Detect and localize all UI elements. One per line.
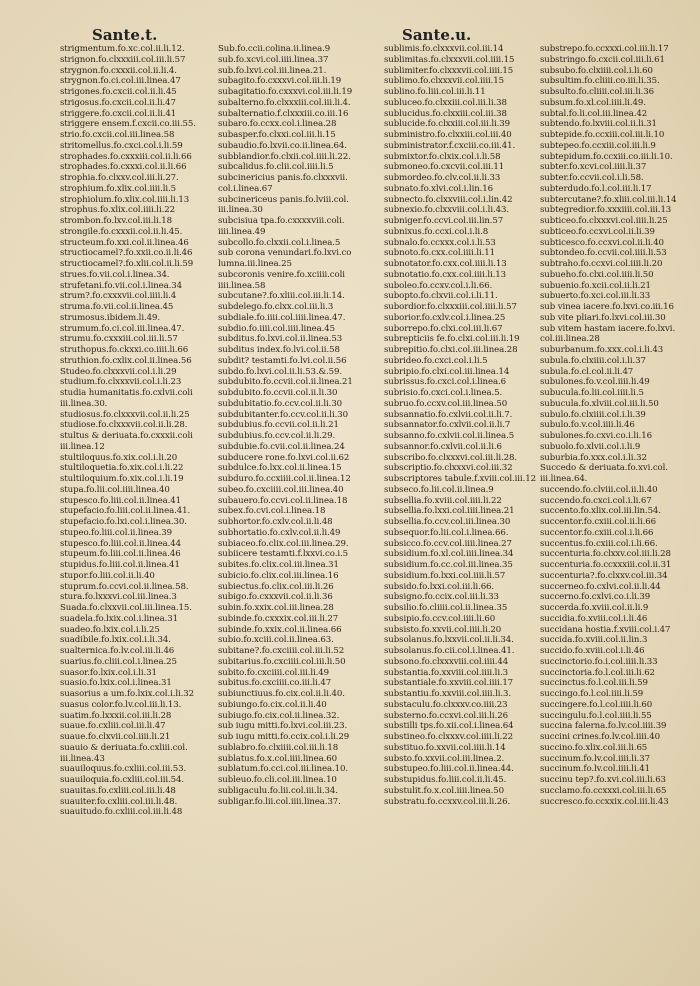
- index-entry: succidia.fo.xviii.col.i.li.46: [540, 613, 648, 624]
- index-entry: succenturia?.fo.clxxv.col.iii.34: [540, 570, 668, 581]
- index-entry: subtraho.fo.ccxvi.col.iiii.li.20: [540, 259, 663, 269]
- index-entry: succinctus.fo.l.col.iii.li.59: [540, 678, 648, 689]
- index-entry: subligaculu.fo.lii.col.iii.li.34.: [218, 785, 338, 796]
- running-header-right: Sante.u.: [402, 26, 472, 44]
- index-entry: subtegredior.fo.xxxiiii.col.iii.13: [540, 205, 672, 216]
- index-entry: submordeo.fo.clv.col.ii.li.33: [384, 173, 501, 183]
- index-entry: subditus.fo.lxvi.col.ii.linea.53: [218, 334, 343, 345]
- index-entry: succinum.fo.lv.col.iiii.li.41: [540, 764, 650, 775]
- index-entry: succida.fo.xviii.col.ii.lin.3: [540, 635, 648, 646]
- index-entry: subscriptores tabule.f.xviii.col.iii.12: [384, 474, 536, 484]
- index-entry: succentor.fo.cxiii.col.ii.li.66: [540, 517, 657, 527]
- index-entry: strigones.fo.cxcii.col.ii.li.45: [60, 87, 177, 97]
- index-entry: Succedo & deriuata.fo.xvi.col.: [540, 463, 668, 474]
- index-entry: subcinericius panis.fo.clxxxvii.: [218, 173, 348, 183]
- index-entry: struthion.fo.cxlix.col.ii.linea.56: [60, 355, 192, 366]
- index-entry: suauiter.fo.cxliii.col.iii.li.48.: [60, 796, 178, 807]
- index-entry: subdio.fo.iiii.col.iiii.linea.45: [218, 323, 336, 334]
- index-entry: succento.fo.xlix.col.iii.lin.54.: [540, 506, 661, 517]
- index-entry: subrisio.fo.cxci.col.i.linea.5.: [384, 388, 503, 398]
- index-entry: suarius.fo.cliii.col.i.linea.25: [60, 656, 177, 667]
- index-entry: succingo.fo.l.col.iiii.li.59: [540, 689, 644, 699]
- index-entry: iii.linea.43: [60, 753, 105, 764]
- index-entry: subsidium.fo.cc.col.iii.linea.35: [384, 560, 513, 570]
- index-entry: sub iugu mitti.fo.ccix.col.i.li.29: [218, 732, 350, 742]
- index-entry: iii.linea.64.: [540, 474, 588, 484]
- index-entry: subaro.fo.ccxx.col.i.linea.28: [218, 119, 337, 130]
- index-entry: lumna.iii.linea.25: [218, 259, 292, 269]
- index-entry: sublatus.fo.x.col.iiii.linea.60: [218, 753, 337, 764]
- index-entry: succido.fo.xviii.col.i.li.46: [540, 646, 645, 656]
- index-entry: stupesco.fo.liii.col.ii.linea.44: [60, 538, 182, 549]
- index-entry: substringo.fo.cxcii.col.iii.li.61: [540, 54, 665, 65]
- index-entry: strombon.fo.lxv.col.iii.li.18: [60, 216, 173, 226]
- index-column-2: [218, 44, 370, 807]
- index-entry: subtondeo.fo.ccvii.col.iiii.li.53: [540, 248, 667, 259]
- index-entry: succingulu.fo.l.col.iiii.li.55: [540, 710, 652, 721]
- index-entry: succidana hostia.f.xviii.col.i.47: [540, 624, 671, 635]
- index-entry: sualternica.fo.lv.col.iii.li.46: [60, 646, 175, 656]
- index-entry: succino.fo.xlix.col.iii.li.65: [540, 742, 648, 753]
- index-entry: subdubito.fo.ccvii.col.ii.li.30: [218, 388, 338, 398]
- index-entry: succinu tep?.fo.xvi.col.iii.li.63: [540, 775, 666, 785]
- index-entry: subauero.fo.ccvi.col.ii.linea.18: [218, 495, 348, 506]
- index-entry: suauio & deriuata.fo.cxliii.col.: [60, 742, 188, 753]
- index-entry: substantiu.fo.xxviii.col.iiii.li.3.: [384, 689, 512, 699]
- index-entry: sub.fo.lxvi.col.iii.linea.21.: [218, 65, 327, 76]
- index-entry: subter.fo.ccvii.col.i.li.58.: [540, 173, 644, 183]
- index-entry: sub.fo.xcvi.col.iiii.linea.37: [218, 54, 329, 65]
- index-entry: substituo.fo.xxvii.col.iiii.li.14: [384, 742, 506, 753]
- index-entry: suborrepo.fo.clxi.col.iii.li.67: [384, 323, 503, 334]
- index-entry: substo.fo.xxvii.col.iii.linea.2.: [384, 753, 505, 764]
- index-entry: stupefacio.fo.liii.col.ii.linea.41.: [60, 506, 191, 517]
- index-entry: subulones.fo.cxvi.co.i.li.16: [540, 431, 653, 441]
- index-entry: subluceo.fo.clxxiii.col.iii.li.38: [384, 97, 507, 108]
- index-entry: subdubius.fo.ccv.col.ii.li.29.: [218, 431, 336, 441]
- index-entry: subnalo.fo.ccxxx.col.i.li.53: [384, 237, 496, 248]
- index-entry: strophus.fo.xlix.col.iiii.li.22: [60, 205, 175, 216]
- index-entry: sublino.fo.liii.col.iii.li.11: [384, 87, 486, 97]
- index-entry: subticeo.fo.clxxxvi.col.iiii.li.25: [540, 216, 668, 226]
- index-entry: succinctoria.fo.l.col.iii.li.62: [540, 667, 655, 678]
- index-entry: subdubito.fo.ccvii.col.ii.linea.21: [218, 377, 353, 388]
- index-entry: subalternatio.f.clxxxiii.co.iii.16: [218, 108, 349, 119]
- index-entry: suaue.fo.cxliii.col.iii.li.47: [60, 721, 166, 732]
- index-entry: substantiale.fo.xxviii.col.iiii.17: [384, 678, 514, 689]
- index-entry: submoneo.fo.cxcvii.col.iii.11: [384, 162, 505, 173]
- index-entry: subruo.fo.ccxv.col.iii.linea.50: [384, 398, 508, 409]
- index-entry: sub vite pliari.fo.lxvi.col.iii.30: [540, 312, 666, 323]
- index-entry: subnecto.fo.clxxviii.col.i.lin.42: [384, 194, 513, 205]
- index-entry: succresco.fo.ccxxix.col.iii.li.43: [540, 796, 669, 807]
- index-entry: subdubitanter.fo.ccv.col.ii.li.30: [218, 409, 348, 420]
- index-entry: subicio.fo.clix.col.iii.linea.16: [218, 570, 339, 581]
- index-entry: subscriptio.fo.clxxxvi.col.iii.32: [384, 463, 513, 474]
- index-entry: subaudio.fo.lxvii.co.ii.linea.64.: [218, 140, 347, 151]
- index-entry: subditus index.fo.lvi.col.ii.58: [218, 345, 340, 355]
- index-entry: subrideo.fo.cxci.col.i.li.5: [384, 355, 488, 366]
- index-entry: subnoto.fo.cxx.col.iiii.li.11: [384, 248, 495, 259]
- index-entry: substineo.fo.clxxxv.col.iiii.li.22: [384, 732, 513, 742]
- index-entry: col.i.linea.67: [218, 183, 273, 194]
- index-entry: stultiloquus.fo.xix.col.i.li.20: [60, 452, 178, 463]
- index-entry: subticesco.fo.ccxvi.col.ii.li.40: [540, 237, 664, 248]
- index-entry: iii.linea.30.: [60, 398, 108, 409]
- index-entry: subministro.fo.clxxiii.col.iii.40: [384, 130, 512, 140]
- index-entry: suadeo.fo.lxix.col.i.li.25: [60, 624, 160, 635]
- index-entry: subiungo.fo.cix.col.ii.li.40: [218, 699, 327, 710]
- index-entry: subio.fo.xciii.col.ii.linea.63.: [218, 635, 334, 646]
- index-entry: subblandior.fo.clxii.col.iiii.li.22.: [218, 151, 351, 162]
- index-entry: subinde.fo.cxxxix.col.iii.li.27: [218, 613, 339, 624]
- index-entry: subsigno.fo.ccix.col.iii.li.33: [384, 592, 499, 603]
- index-entry: subticeo.fo.ccxvi.col.ii.li.39: [540, 226, 655, 237]
- index-entry: subitarius.fo.cxciiii.col.iii.li.50: [218, 656, 346, 667]
- index-entry: strumu.fo.cxxxiii.col.iii.li.57: [60, 334, 178, 345]
- index-entry: subsellia.fo.lxxi.col.iiii.linea.21: [384, 506, 515, 517]
- index-entry: Studeo.fo.clxxxvii.col.i.li.29: [60, 366, 177, 377]
- index-entry: subseco.fo.lii.col.ii.linea.9: [384, 484, 494, 495]
- index-entry: suauiloquia.fo.cxliii.col.iii.54.: [60, 775, 185, 785]
- index-entry: sub iugu mitti.fo.lxvi.col.iii.23.: [218, 721, 348, 732]
- index-entry: sublimiter.fo.clxxxvii.col.iiii.15: [384, 65, 514, 76]
- index-entry: subhortor.fo.cxlv.col.ii.li.48: [218, 517, 333, 527]
- index-entry: subsilio.fo.cliiii.col.ii.linea.35: [384, 603, 508, 613]
- index-entry: strongile.fo.cxxxii.col.ii.li.45.: [60, 226, 183, 237]
- index-entry: subnotatio.fo.cxx.col.iiii.li.13: [384, 269, 507, 280]
- index-entry: subucula.fo.lii.col.iiii.li.5: [540, 388, 644, 398]
- index-entry: stupesco.fo.liii.col.ii.linea.41: [60, 495, 182, 506]
- index-entry: subdubitatio.fo.ccv.col.ii.li.30: [218, 398, 343, 409]
- index-entry: suadela.fo.lxix.col.i.linea.31: [60, 613, 178, 624]
- index-entry: subueho.fo.clxi.col.iiii.li.50: [540, 269, 654, 280]
- index-entry: subcoronis venire.fo.xciiii.coli: [218, 269, 345, 280]
- index-entry: subnixus.fo.ccxi.col.i.li.8: [384, 226, 489, 237]
- index-entry: suasor.fo.lxix.col.i.li.31: [60, 667, 157, 678]
- running-header-left: Sante.t.: [92, 26, 158, 44]
- index-entry: suauitudo.fo.cxliii.col.iii.li.48: [60, 807, 183, 818]
- index-entry: succinum.fo.lv.col.iiii.li.37: [540, 753, 650, 764]
- index-entry: substratu.fo.ccxxv.col.iii.li.26.: [384, 796, 511, 807]
- index-entry: subtercutane?.fo.xliii.col.iii.li.14: [540, 194, 677, 205]
- index-entry: sub corona venundari.fo.lxvi.co: [218, 248, 352, 259]
- index-entry: subduro.fo.ccxiiii.col.ii.linea.12: [218, 474, 351, 484]
- index-entry: subdo.fo.lxvi.col.ii.li.53.&.59.: [218, 366, 343, 377]
- index-column-3: [384, 44, 536, 807]
- index-entry: stultiloquetia.fo.xix.col.i.li.22: [60, 463, 184, 474]
- index-entry: succendo.fo.clviii.col.ii.li.40: [540, 484, 658, 495]
- index-entry: iii.linea.30: [218, 205, 263, 216]
- index-entry: subrepitio.fo.clxi.col.iii.linea.28: [384, 345, 518, 355]
- index-entry: suauiloquus.fo.cxliii.col.iii.53.: [60, 764, 187, 775]
- index-entry: succini crines.fo.lv.col.iiii.40: [540, 732, 660, 742]
- index-entry: subcalidus.fo.clii.col.iiii.li.5: [218, 162, 334, 173]
- index-entry: strygnon.fo.cxxxii.col.ii.li.4.: [60, 65, 177, 76]
- index-entry: subsannor.fo.cxlvii.col.ii.li.6: [384, 441, 502, 452]
- index-entry: subdelego.fo.clxx.col.iii.li.3: [218, 302, 334, 312]
- index-entry: subnato.fo.xlvi.col.i.lin.16: [384, 183, 494, 194]
- index-entry: succentus.fo.cxiii.col.i.li.66.: [540, 538, 658, 549]
- index-entry: strophades.fo.cxxxi.col.ii.li.66: [60, 162, 187, 173]
- index-entry: subiugo.fo.cix.col.ii.linea.32.: [218, 710, 340, 721]
- index-entry: subrissus.fo.cxci.col.i.linea.6: [384, 377, 506, 388]
- index-entry: succerno.fo.cxlvi.co.i.li.39: [540, 592, 651, 603]
- index-entry: subsipio.fo.ccv.col.iiii.li.60: [384, 613, 496, 624]
- index-entry: subcollo.fo.clxxii.col.i.linea.5: [218, 237, 341, 248]
- index-entry: sublimis.fo.clxxxvii.col.iii.14: [384, 44, 504, 54]
- index-entry: suasorius a um.fo.lxix.col.i.li.32: [60, 689, 195, 699]
- index-entry: subites.fo.clix.col.iii.linea.31: [218, 560, 339, 570]
- index-entry: suboleo.fo.ccxv.col.i.li.66.: [384, 280, 493, 291]
- index-entry: subin.fo.xxix.col.iii.linea.28: [218, 603, 334, 613]
- index-entry: strophiolum.fo.xlix.col.iiii.li.13: [60, 194, 190, 205]
- index-entry: subinde.fo.xxix.col.ii.linea.66: [218, 624, 342, 635]
- index-entry: subcinericeus panis.fo.lviii.col.: [218, 194, 349, 205]
- index-entry: succendo.fo.cxci.col.i.li.67: [540, 495, 652, 506]
- index-entry: suasus color.fo.lv.col.iii.li.13.: [60, 699, 182, 710]
- index-entry: stupefacio.fo.lxi.col.i.linea.30.: [60, 517, 187, 527]
- index-entry: Sub.fo.ccii.colina.ii.linea.9: [218, 44, 331, 54]
- index-entry: strophia.fo.clxxv.col.iii.li.27.: [60, 173, 179, 183]
- index-entry: subterdudo.fo.l.col.iii.li.17: [540, 183, 652, 194]
- index-entry: succinctorio.fo.i.col.iiii.li.33: [540, 656, 658, 667]
- index-entry: subnotator.fo.cxx.col.iiii.li.13: [384, 259, 507, 269]
- index-entry: subtepidum.fo.ccxiii.co.iii.li.10.: [540, 151, 673, 162]
- index-entry: sublimo.fo.clxxxvii.col.iiii.15: [384, 76, 504, 87]
- index-entry: structiocamel?.fo.xlii.col.ii.li.59: [60, 259, 194, 269]
- index-entry: subleuo.fo.cli.col.iii.linea.10: [218, 775, 337, 785]
- index-entry: succerneo.fo.cxlvi.col.ii.li.44: [540, 581, 661, 592]
- index-entry: subsannator.fo.cxlvii.col.ii.li.7: [384, 420, 511, 431]
- index-entry: stultus & deriuata.fo.cxxxii.coli: [60, 431, 193, 441]
- index-entry: subsellia.fo.ccv.col.iii.linea.30: [384, 517, 511, 527]
- index-entry: suadibile.fo.lxix.col.i.li.34.: [60, 635, 171, 646]
- index-entry: substupidus.fo.liii.col.ii.li.45.: [384, 775, 507, 785]
- index-entry: subordior.fo.clxxxiii.col.iiii.li.57: [384, 302, 517, 312]
- index-entry: stupeum.fo.liii.col.ii.linea.46: [60, 549, 181, 560]
- index-entry: strignon.fo.clxxxiii.col.iii.li.57: [60, 54, 186, 65]
- index-entry: subducere rone.fo.lxvi.col.ii.62: [218, 452, 350, 463]
- index-entry: subex.fo.cvi.col.i.linea.18: [218, 506, 326, 517]
- index-entry: subsannatio.fo.cxlvii.col.ii.li.7.: [384, 409, 513, 420]
- index-entry: stupidus.fo.liii.col.ii.linea.41: [60, 560, 180, 570]
- index-entry: succlamo.fo.ccxxxi.col.iii.li.65: [540, 785, 667, 796]
- index-entry: stritomellus.fo.cxci.col.i.li.59: [60, 140, 183, 151]
- index-entry: subdit? testamti.fo.lvi.col.ii.56: [218, 355, 347, 366]
- index-entry: subsido.fo.lxxi.col.iii.li.66.: [384, 581, 495, 592]
- index-entry: sub vitem hastam iacere.fo.lxvi.: [540, 323, 676, 334]
- index-entry: subsultim.fo.cliiii.co.iii.li.35.: [540, 76, 660, 87]
- index-entry: subiectus.fo.clix.col.iii.li.26: [218, 581, 334, 592]
- index-entry: studiosus.fo.clxxxvii.col.ii.li.25: [60, 409, 190, 420]
- index-entry: succentor.fo.cxiii.col.i.li.66: [540, 527, 654, 538]
- index-entry: subito.fo.cxciiii.col.iii.li.49: [218, 667, 330, 678]
- index-entry: subtendo.fo.lxviii.col.ii.li.31: [540, 119, 657, 130]
- index-entry: striggere.fo.cxcii.col.ii.li.41: [60, 108, 177, 119]
- index-entry: sublabro.fo.clxiiii.col.iii.li.18: [218, 742, 339, 753]
- index-entry: subdiale.fo.iiii.col.iiii.linea.47.: [218, 312, 346, 323]
- index-entry: subcutane?.fo.xliii.col.iii.li.14.: [218, 291, 345, 302]
- index-entry: sublucidus.fo.clxxiii.col.iii.38: [384, 108, 507, 119]
- index-entry: subula.fo.clxiiii.col.i.li.37: [540, 355, 646, 366]
- index-entry: succingere.fo.l.col.iiii.li.60: [540, 699, 653, 710]
- index-entry: stura.fo.lxxxvi.col.iii.linea.3: [60, 592, 177, 603]
- index-entry: struthopus.fo.ckxxi.co.iiii.li.66: [60, 345, 189, 355]
- index-entry: subsisto.fo.xxvii.col.iiii.li.20: [384, 624, 502, 635]
- index-entry: submixtor.fo.clxix.col.i.li.58: [384, 151, 501, 162]
- index-entry: subscribo.fo.clxxxvi.col.iii.li.28.: [384, 452, 517, 463]
- index-entry: col.iii.linea.28: [540, 334, 600, 345]
- index-entry: iiii.linea.49: [218, 226, 266, 237]
- index-entry: strufetani.fo.vii.col.i.linea.34: [60, 280, 183, 291]
- index-entry: subuolo.fo.xlvii.col.i.li.9: [540, 441, 641, 452]
- index-entry: subuerto.fo.xci.col.iii.li.33: [540, 291, 651, 302]
- index-entry: subsolanus.fo.cii.col.i.linea.41.: [384, 646, 515, 656]
- index-entry: subnexio.fo.clxxviii.col.i.li.43.: [384, 205, 509, 216]
- index-entry: subulones.fo.v.col.iiii.li.49: [540, 377, 650, 388]
- index-entry: stupa.fo.lii.col.iiii.linea.40: [60, 484, 170, 495]
- index-entry: subula.fo.cl.col.ii.li.47: [540, 366, 634, 377]
- index-entry: strues.fo.vii.col.i.linea.34.: [60, 269, 170, 280]
- index-entry: subsolanus.fo.lxxvii.col.ii.li.34.: [384, 635, 514, 646]
- index-entry: striggere ensem.f.cxcii.co.iii.55.: [60, 119, 196, 130]
- index-entry: substantia.fo.xxviii.col.iiii.li.3: [384, 667, 508, 678]
- index-entry: subdulce.fo.lxx.col.ii.linea.15: [218, 463, 342, 474]
- index-entry: subsicco.fo.ccv.col.iiii.linea.27: [384, 538, 512, 549]
- index-entry: structiocamel?.fo.xxii.co.ii.li.46: [60, 248, 193, 259]
- index-entry: subtepide.fo.ccxiii.col.iii.li.10: [540, 130, 665, 140]
- index-entry: strumosus.ibidem.li.49.: [60, 312, 160, 323]
- index-entry: sub vinea iacere.fo.lxvi.co.iii.16: [540, 302, 674, 312]
- index-entry: suburbanum.fo.xxx.col.i.li.43: [540, 345, 664, 355]
- index-entry: subsono.fo.clxxxviii.col.iiii.44: [384, 656, 509, 667]
- index-entry: subagitatio.fo.cxxxvi.col.iii.li.19: [218, 87, 353, 97]
- index-entry: struma.fo.vii.col.ii.linea.45: [60, 302, 174, 312]
- index-entry: iiii.linea.58: [218, 280, 266, 291]
- index-entry: succina falerna.fo.lv.col.iiii.39: [540, 721, 667, 732]
- index-entry: stultiloquium.fo.xix.col.i.li.19: [60, 474, 184, 484]
- index-entry: substupeo.fo.liii.col.ii.linea.44.: [384, 764, 514, 775]
- index-entry: subhortatio.fo.cxlv.col.ii.li.49: [218, 527, 341, 538]
- index-entry: succenturia.fo.clxxv.col.iii.li.28: [540, 549, 671, 560]
- index-entry: subcisiua tpa.fo.cxxxxviii.coli.: [218, 216, 345, 226]
- index-entry: subalterno.fo.clxxxiii.col.iii.li.4.: [218, 97, 351, 108]
- index-entry: subniger.fo.ccvi.col.iii.lin.57: [384, 216, 504, 226]
- index-entry: studiose.fo.clxxxvii.col.ii.li.28.: [60, 420, 188, 431]
- index-entry: stupor.fo.liii.col.ii.li.40: [60, 570, 155, 581]
- index-entry: substrepo.fo.ccxxxi.col.iii.li.17: [540, 44, 669, 54]
- index-entry: substilli tps.fo.xii.col.i.linea.64: [384, 721, 514, 732]
- index-entry: subagito.fo.cxxxvi.col.iii.li.19: [218, 76, 342, 87]
- index-entry: subopto.fo.clxvii.col.i.li.11.: [384, 291, 498, 302]
- index-entry: subucula.fo.xlviii.col.iii.li.50: [540, 398, 659, 409]
- index-entry: subsubo.fo.clxiiii.col.i.li.60: [540, 65, 653, 76]
- index-entry: suatim.fo.lxxxii.col.iii.li.28: [60, 710, 172, 721]
- index-entry: suborior.fo.cxlv.col.i.linea.25: [384, 312, 506, 323]
- index-entry: subitus.fo.cxciiii.co.iii.li.47: [218, 678, 332, 689]
- index-entry: suasio.fo.lxix.col.i.linea.31: [60, 678, 172, 689]
- index-column-4: [540, 44, 698, 807]
- index-entry: iii.linea.12: [60, 441, 105, 452]
- index-entry: subsellia.fo.xviii.col.iiii.li.22: [384, 495, 502, 506]
- index-entry: substaculu.fo.clxxxv.co.iiii.23: [384, 699, 508, 710]
- index-entry: substulit.fo.x.col.iiii.linea.50: [384, 785, 504, 796]
- index-entry: subsanno.fo.cxlvii.col.ii.linea.5: [384, 431, 515, 441]
- index-entry: subulo.fo.v.col.iiii.li.46: [540, 420, 635, 431]
- index-column-1: [60, 44, 212, 818]
- index-entry: subsum.fo.xl.col.iiii.li.49.: [540, 97, 646, 108]
- index-entry: subiicere testamti.f.lxxvi.co.i.5: [218, 549, 348, 560]
- index-entry: subsequor.fo.lii.col.i.linea.66.: [384, 527, 509, 538]
- index-entry: stupeo.fo.liii.col.ii.linea.39: [60, 527, 173, 538]
- index-entry: subdubius.fo.ccvii.col.ii.li.21: [218, 420, 339, 431]
- index-entry: sublatum.fo.cci.col.iii.linea.10.: [218, 764, 349, 775]
- index-entry: sublimitas.fo.clxxxvii.col.iiii.15: [384, 54, 515, 65]
- index-entry: subter.fo.xcvi.col.iiii.li.37: [540, 162, 647, 173]
- index-entry: suauitas.fo.cxliii.col.iii.li.48: [60, 785, 176, 796]
- index-entry: substerno.fo.ccxvi.col.iii.li.26: [384, 710, 508, 721]
- index-entry: strigmentum.fo.xc.col.ii.li.12.: [60, 44, 185, 54]
- index-entry: subeo.fo.cxciiii.col.iii.linea.40: [218, 484, 344, 495]
- index-entry: subiaceo.fo.clix.col.iii.linea.29.: [218, 538, 349, 549]
- index-entry: strophium.fo.xlix.col.iiii.li.5: [60, 183, 176, 194]
- index-entry: subiunctiuus.fo.cix.col.ii.li.40.: [218, 689, 345, 699]
- index-entry: suburbia.fo.xxx.col.i.li.32: [540, 452, 647, 463]
- index-entry: subrepticiis fe.fo.clxi.col.iii.li.19: [384, 334, 520, 345]
- index-entry: studium.fo.clxxxvii.col.i.li.23: [60, 377, 182, 388]
- index-entry: subitane?.fo.cxciiii.col.iii.li.52: [218, 646, 345, 656]
- index-entry: subministrator.f.cxciii.co.iii.41.: [384, 140, 516, 151]
- index-entry: sublucide.fo.clxxiii.col.iii.li.39: [384, 119, 510, 130]
- index-entry: stuprum.fo.ccvi.col.ii.linea.58.: [60, 581, 189, 592]
- index-entry: subligar.fo.lii.col.iiii.linea.37.: [218, 796, 341, 807]
- index-entry: subripio.fo.clxi.col.iii.linea.14: [384, 366, 510, 377]
- index-entry: subasper.fo.clxxi.col.iii.li.15: [218, 130, 336, 140]
- index-entry: subtal.fo.li.col.iii.linea.42: [540, 108, 648, 119]
- index-entry: structeum.fo.xxi.col.ii.linea.46: [60, 237, 189, 248]
- index-entry: strum?.fo.cxxxvii.col.iiii.li.4: [60, 291, 177, 302]
- index-entry: Suada.fo.clxxvii.col.iii.linea.15.: [60, 603, 192, 613]
- index-entry: studia humanitatis.fo.cxlvii.coli: [60, 388, 193, 398]
- index-entry: subulo.fo.clxiiii.col.i.li.39: [540, 409, 646, 420]
- index-entry: suaue.fo.clxvii.col.iiii.li.21: [60, 732, 171, 742]
- index-entry: subsidium.fo.lxxi.col.iiii.li.57: [384, 570, 506, 581]
- index-entry: subigo.fo.cxxxvii.col.ii.li.36: [218, 592, 333, 603]
- index-entry: strygnon.fo.ci.col.iii.linea.47: [60, 76, 181, 87]
- index-entry: strophades.fo.cxxxiii.col.ii.li.66: [60, 151, 192, 162]
- index-entry: subsidium.fo.xl.col.iiii.linea.34: [384, 549, 514, 560]
- index-entry: strigosus.fo.cxcii.col.ii.li.47: [60, 97, 176, 108]
- index-entry: succenturia.fo.ccxxxiii.col.ii.31: [540, 560, 672, 570]
- index-entry: succerda.fo.xviii.col.ii.li.9: [540, 603, 649, 613]
- index-entry: subsulto.fo.cliiii.col.iii.li.36: [540, 87, 654, 97]
- index-entry: strio.fo.cxcii.col.iii.linea.58: [60, 130, 175, 140]
- index-entry: subdubie.fo.cvii.col.ii.linea.24: [218, 441, 345, 452]
- index-entry: subuenio.fo.xcii.col.ii.li.21: [540, 280, 651, 291]
- index-entry: subtepeo.fo.ccxiii.col.iii.li.9: [540, 140, 656, 151]
- index-entry: strumum.fo.ci.col.iii.linea.47.: [60, 323, 185, 334]
